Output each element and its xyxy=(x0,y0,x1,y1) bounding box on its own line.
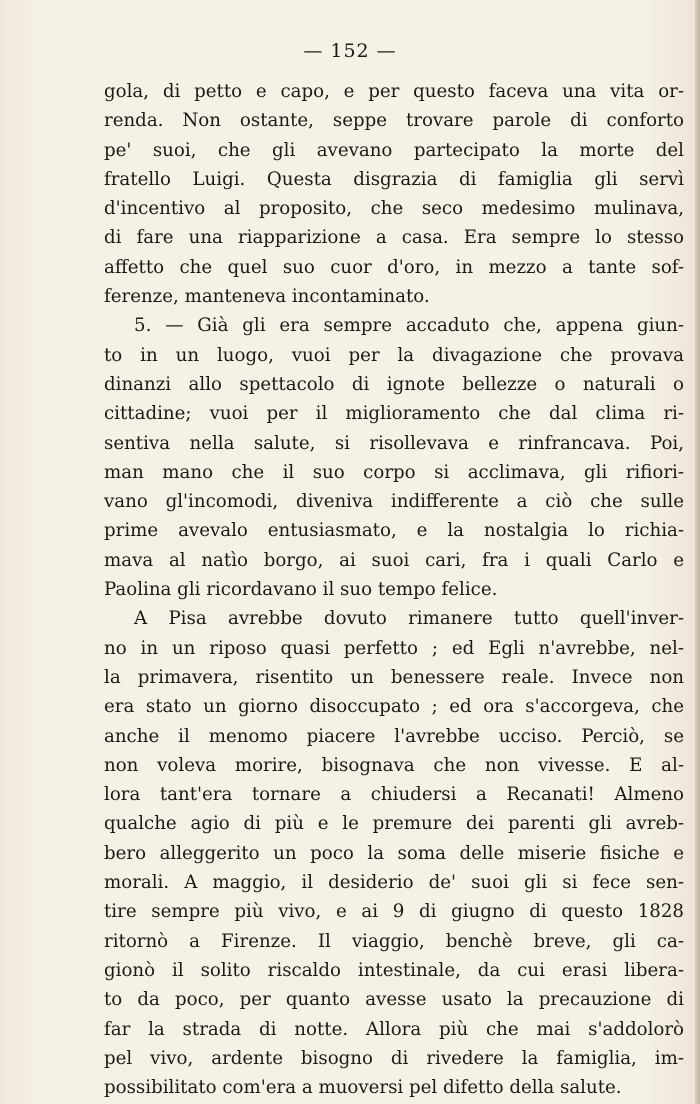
text-line: qualche agio di più e le premure dei parenti gli avreb- xyxy=(104,813,684,835)
text-line: to in un luogo, vuoi per la divagazione che provava xyxy=(104,344,684,366)
text-line: bero alleggerito un poco la soma delle miserie fisiche e xyxy=(104,842,684,864)
text-line: ferenze, manteneva incontaminato. xyxy=(104,286,430,308)
text-line: di fare una riapparizione a casa. Era sempre lo stesso xyxy=(104,227,684,249)
text-line: prime avevalo entusiasmato, e la nostalgia lo richia- xyxy=(104,520,684,542)
text-line: 5. — Già gli era sempre accaduto che, appena giun- xyxy=(134,315,684,337)
text-line: fratello Luigi. Questa disgrazia di famiglia gli servì xyxy=(104,168,684,190)
text-line: far la strada di notte. Allora più che mai s'addolorò xyxy=(104,1018,684,1040)
page-number: — 152 — xyxy=(303,40,397,62)
text-line: gionò il solito riscaldo intestinale, da cui erasi libera- xyxy=(104,959,684,981)
text-line: to da poco, per quanto avesse usato la precauzione di xyxy=(104,989,684,1011)
text-line: A Pisa avrebbe dovuto rimanere tutto quell'inver- xyxy=(134,608,684,630)
text-line: possibilitato com'era a muoversi pel difetto della salute. xyxy=(104,1077,622,1099)
text-line: sentiva nella salute, si risollevava e rinfrancava. Poi, xyxy=(104,432,684,454)
text-line: no in un riposo quasi perfetto ; ed Egli n'avrebbe, nel- xyxy=(104,637,684,659)
text-line: vano gl'incomodi, diveniva indifferente a ciò che sulle xyxy=(104,491,684,513)
text-line: affetto che quel suo cuor d'oro, in mezzo a tante sof- xyxy=(104,256,684,278)
text-line: Paolina gli ricordavano il suo tempo felice. xyxy=(104,579,498,601)
text-line: dinanzi allo spettacolo di ignote bellezze o naturali o xyxy=(104,373,684,395)
text-line: ritornò a Firenze. Il viaggio, benchè breve, gli ca- xyxy=(104,930,684,952)
body-text xyxy=(104,77,684,1102)
text-line: non voleva morire, bisognava che non vivesse. E al- xyxy=(104,754,684,776)
text-line: gola, di petto e capo, e per questo faceva una vita or- xyxy=(104,81,684,102)
text-line: lora tant'era tornare a chiudersi a Recanati! Almeno xyxy=(104,784,684,806)
page-edge xyxy=(695,0,700,1104)
text-line: tire sempre più vivo, e ai 9 di giugno di questo 1828 xyxy=(104,901,684,923)
text-line: morali. A maggio, il desiderio de' suoi gli si fece sen- xyxy=(104,872,684,894)
text-line: la primavera, risentito un benessere reale. Invece non xyxy=(104,666,684,688)
text-line: pel vivo, ardente bisogno di rivedere la famiglia, im- xyxy=(104,1047,684,1069)
text-line: anche il menomo piacere l'avrebbe ucciso. Perciò, se xyxy=(104,725,684,747)
text-line: pe' suoi, che gli avevano partecipato la morte del xyxy=(104,139,684,161)
text-line: cittadine; vuoi per il miglioramento che dal clima ri- xyxy=(104,403,684,425)
text-line: man mano che il suo corpo si acclimava, gli rifiori- xyxy=(104,461,684,483)
text-line: renda. Non ostante, seppe trovare parole di conforto xyxy=(104,110,684,132)
text-line: d'incentivo al proposito, che seco medesimo mulinava, xyxy=(104,198,684,220)
text-line: mava al natìo borgo, ai suoi cari, fra i quali Carlo e xyxy=(104,549,684,571)
text-line: era stato un giorno disoccupato ; ed ora s'accorgeva, che xyxy=(104,696,684,718)
